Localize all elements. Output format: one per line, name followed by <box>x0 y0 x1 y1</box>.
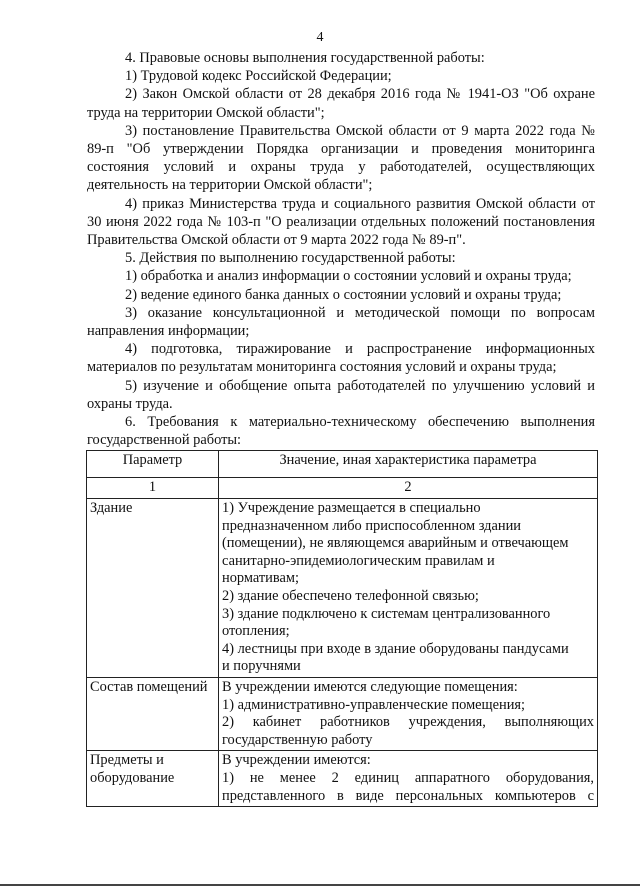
parameter-line: Предметы и <box>90 752 164 769</box>
section-5-item: 5) изучение и обобщение опыта работодателей по улучшению условий и охраны труда. <box>87 377 595 412</box>
row-parameter <box>87 751 219 807</box>
value-line: и поручнями <box>222 658 301 675</box>
section-4-heading: 4. Правовые основы выполнения государственной работы: <box>125 50 485 66</box>
row-parameter: Состав помещений <box>87 677 219 750</box>
document-body <box>87 49 595 449</box>
table-column-numbers-row <box>87 478 598 499</box>
value-line: санитарно-эпидемиологическим правилам и <box>222 552 495 569</box>
table-row <box>87 751 598 807</box>
column-number: 2 <box>219 478 598 499</box>
value-line: представленного в виде персональных компьютеров с <box>222 787 594 804</box>
value-line: 1) Учреждение размещается в специально <box>222 500 481 516</box>
section-5-heading: 5. Действия по выполнению государственной работы: <box>125 250 456 267</box>
value-line: 1) административно-управленческие помещения; <box>222 696 526 713</box>
parameter-line: оборудование <box>90 769 175 786</box>
table-header-row <box>87 451 598 478</box>
row-parameter: Здание <box>87 499 219 678</box>
row-value <box>219 751 598 807</box>
page-number: 4 <box>316 30 324 45</box>
section-4-item: 2) Закон Омской области от 28 декабря 2016 года № 1941-ОЗ "Об охране труда на территории Омской области"; <box>87 86 595 121</box>
section-6-heading: 6. Требования к материально-техническому обеспечению выполнения государственной работы: <box>87 414 595 449</box>
requirements-table <box>86 450 598 807</box>
value-line: нормативам; <box>222 570 299 587</box>
section-4-item: 3) постановление Правительства Омской области от 9 марта 2022 года № 89-п "Об утверждении Порядка организации и проведения мониторинга состояния условий и охраны труда у работодателей, осуществляющих деятельность на территории Омской области"; <box>87 122 595 194</box>
value-line: 2) кабинет работников учреждения, выполняющих <box>222 714 594 731</box>
value-line: государственную работу <box>222 731 373 748</box>
table-header-value: Значение, иная характеристика параметра <box>219 451 598 478</box>
value-line: В учреждении имеются следующие помещения: <box>222 678 518 695</box>
value-line: предназначенном либо приспособленном здании <box>222 517 521 534</box>
table-row <box>87 499 598 678</box>
section-5-item: 4) подготовка, тиражирование и распространение информационных материалов по результатам мониторинга состояния условий и охраны труда; <box>87 341 595 376</box>
row-value <box>219 677 598 750</box>
column-number: 1 <box>87 478 219 499</box>
value-line: (помещении), не являющемся аварийным и отвечающем <box>222 535 569 552</box>
value-line: 4) лестницы при входе в здание оборудованы пандусами <box>222 640 569 657</box>
table-row <box>87 677 598 750</box>
value-line: В учреждении имеются: <box>222 752 371 769</box>
section-5-item: 3) оказание консультационной и методической помощи по вопросам направления информации; <box>87 304 595 340</box>
section-5-item: 1) обработка и анализ информации о состоянии условий и охраны труда; <box>125 268 572 285</box>
value-line: 1) не менее 2 единиц аппаратного оборудования, <box>222 769 594 786</box>
table-header-parameter: Параметр <box>87 451 219 478</box>
section-5-item: 2) ведение единого банка данных о состоянии условий и охраны труда; <box>125 286 562 303</box>
value-line: 3) здание подключено к системам централизованного <box>222 605 551 622</box>
section-4-item: 1) Трудовой кодекс Российской Федерации; <box>125 68 392 85</box>
row-value <box>219 499 598 678</box>
value-line: 2) здание обеспечено телефонной связью; <box>222 587 479 604</box>
scan-edge-line <box>0 884 640 886</box>
value-line: отопления; <box>222 623 290 640</box>
section-4-item: 4) приказ Министерства труда и социального развития Омской области от 30 июня 2022 года № 103-п "О реализации отдельных положений постановления Правительства Омской области от 9 марта 2022 года № 89-п". <box>87 195 595 249</box>
